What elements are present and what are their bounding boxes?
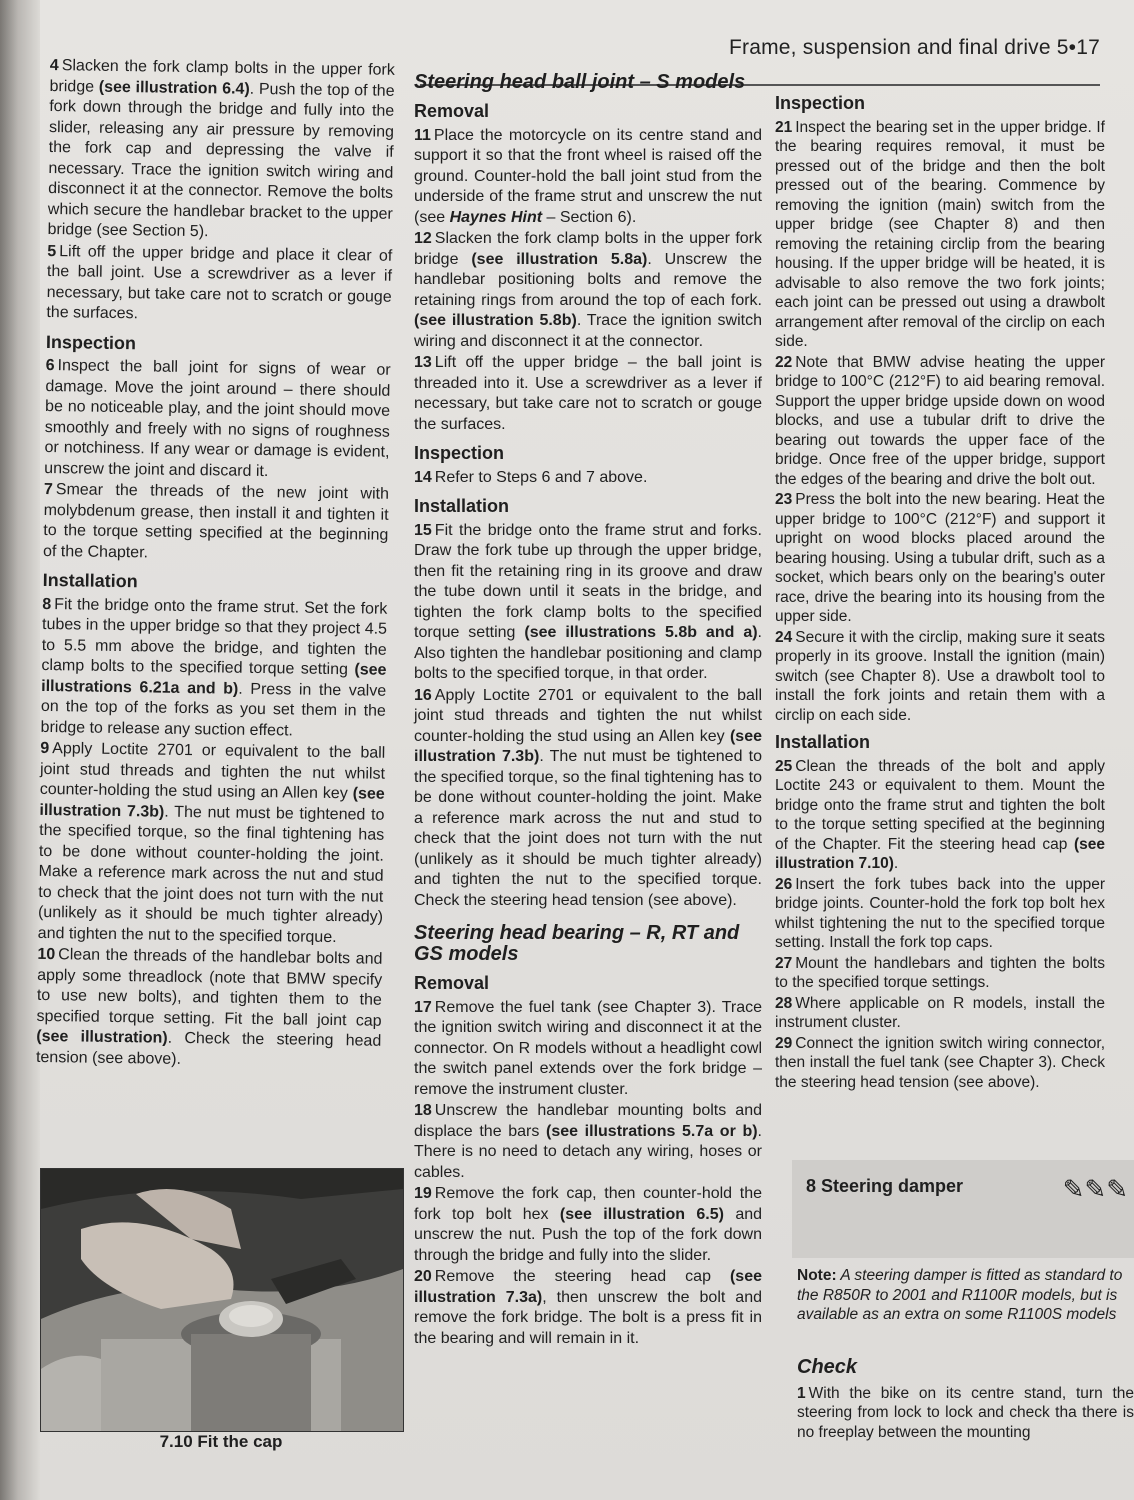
step-18: 18 Unscrew the handlebar mounting bolts and displace the bars (see illustrations 5.7a or b). There is no need to detach any wiring, hoses or cables.: [414, 1102, 762, 1181]
heading-installation-2: Installation: [414, 496, 510, 516]
check-heading: Check: [797, 1356, 858, 1378]
column-middle: [414, 66, 762, 1350]
heading-inspection-3: Inspection: [775, 93, 866, 113]
step-20: 20 Remove the steering head cap (see illustration 7.3a), then unscrew the bolt and remove the fork bridge. The bolt is a press fit in the bearing and will remain in it.: [414, 1268, 763, 1347]
step-21: 21 Inspect the bearing set in the upper bridge. If the bearing requires removal, it must be pressed out of the bridge and then the bolt pressed out of the bearing. Commence by removing the ignition (main) switch from the upper bridge (see Chapter 8) and then removing the retaining circlip from the bearing housing. If the upper bridge will be heated, it is advisable to also remove the two fork joints; each joint can be pressed out using a drawbolt arrangement after removal of the circlip on each side.: [775, 118, 1105, 350]
step-23: 23 Press the bolt into the new bearing. Heat the upper bridge to 100°C (212°F) and support it upright on wood blocks placed around the bearing housing. Using a tubular drift, such as a socket, which bears only on the bearing's outer race, drive the bearing into its housing from the upper side.: [775, 491, 1105, 625]
step-27: 27 Mount the handlebars and tighten the bolts to the specified torque settings.: [775, 954, 1105, 991]
section-ball-joint-title: Steering head ball joint – S models: [414, 71, 746, 93]
page-header-title: Frame, suspension and final drive 5•17: [729, 36, 1100, 59]
heading-installation-3: Installation: [775, 732, 871, 752]
step-5: 5 Lift off the upper bridge and place it clear of the ball joint. Use a screwdriver as a lever if necessary, but take care not to scratch or gouge the surfaces.: [46, 242, 393, 323]
heading-removal: Removal: [414, 101, 490, 121]
fork-cap-photo-graphic: [41, 1169, 403, 1431]
column-right: [775, 94, 1105, 1093]
step-17: 17 Remove the fuel tank (see Chapter 3). Trace the ignition switch wiring and disconnect it at the connector. On R models without a headlight cowl the switch panel extends over the fork bridge – remove the instrument cluster.: [414, 998, 762, 1098]
step-6: 6 Inspect the ball joint for signs of wear or damage. Move the joint around – there should be no noticeable play, and the joint should move smoothly and freely with no signs of roughness or notchiness. If any wear or damage is evident, unscrew the joint and discard it.: [44, 356, 391, 480]
steering-damper-note: Note: A steering damper is fitted as standard to the R850R to 2001 and R1100R models, but is available as an extra on some R1100S models: [797, 1267, 1123, 1323]
step-4: 4 Slacken the fork clamp bolts in the upper fork bridge (see illustration 6.4). Push the top of the fork down through the bridge and fully into the slider, releasing any air pressure by removing the fork cap and depressing the valve if necessary. Trace the ignition switch wiring and disconnect it at the connector. Remove the bolts which secure the handlebar bracket to the upper bridge (see Section 5).: [47, 56, 395, 241]
step-11: 11 Place the motorcycle on its centre stand and support it so that the front wheel is raised off the ground. Counter-hold the ball joint stud from the underside of the frame strut and unscrew the nut (see Haynes Hint – Section 6).: [414, 126, 762, 226]
steering-damper-heading: 8 Steering damper: [806, 1176, 964, 1196]
step-19: 19 Remove the fork cap, then counter-hold the fork top bolt hex (see illustration 6.5) and unscrew the nut. Push the top of the fork down through the bridge and fully into the slider.: [414, 1185, 763, 1264]
steering-damper-section-box: [792, 1160, 1134, 1258]
step-28: 28 Where applicable on R models, install the instrument cluster.: [775, 994, 1105, 1031]
heading-inspection-2: Inspection: [414, 443, 505, 463]
step-14: 14 Refer to Steps 6 and 7 above.: [414, 468, 648, 486]
step-16: 16 Apply Loctite 2701 or equivalent to the ball joint stud threads and tighten the nut whilst counter-holding the stud using an Allen key (see illustration 7.3b). The nut must be tightened to the specified torque, so the final tightening has to be done without counter-holding the joint. Make a reference mark across the nut and stud to check that the joint does not turn with the nut (unlikely as it should be much tighter already) and tighten the nut to the specified torque. Check the steering head tension (see above).: [414, 686, 762, 909]
step-12: 12 Slacken the fork clamp bolts in the upper fork bridge (see illustration 5.8a). Unscrew the handlebar positioning bolts and remove the retaining rings from around the top of each fork. (see illustration 5.8b). Trace the ignition switch wiring and disconnect it at the connector.: [414, 230, 763, 350]
step-15: 15 Fit the bridge onto the frame strut and forks. Draw the fork tube up through the upper bridge, then fit the retaining ring in its groove and draw the tube down until it seats in the bridge, and tighten the fork clamp bolts to the specified torque setting (see illustrations 5.8b and a). Also tighten the handlebar positioning and clamp bolts to the specified torque, in that order.: [414, 521, 762, 682]
step-8: 8 Fit the bridge onto the frame strut. Set the fork tubes in the upper bridge so that they project 4.5 to 5.5 mm above the bridge, and tighten the clamp bolts to the specified torque setting (see illustrations 6.21a and b). Press in the valve on the top of the forks as you set them in the bridge to release any suction effect.: [40, 595, 388, 739]
step-29: 29 Connect the ignition switch wiring connector, then install the fuel tank (see Chapter 3). Check the steering head tension (see above).: [775, 1034, 1105, 1091]
check-step-1: 1 With the bike on its centre stand, turn the steering from lock to lock and check tha there is no freeplay between the mounting: [797, 1384, 1134, 1441]
heading-inspection: Inspection: [45, 331, 137, 353]
step-13: 13 Lift off the upper bridge – the ball joint is threaded into it. Use a screwdriver as a lever if necessary, but take care not to scratch or gouge the surfaces.: [414, 354, 762, 433]
step-9: 9 Apply Loctite 2701 or equivalent to the ball joint stud threads and tighten the nut whilst counter-holding the stud using an Allen key (see illustration 7.3b). The nut must be tightened to the specified torque, so the final tightening has to be done without counter-holding the joint. Make a reference mark across the nut and stud to check that the joint does not turn with the nut (unlikely as it should be much tighter already) and tighten the nut to the specified torque.: [37, 739, 386, 946]
illustration-caption: 7.10 Fit the cap: [159, 1432, 283, 1451]
difficulty-spanner-icon: ✎✎✎: [1062, 1174, 1128, 1204]
step-25: 25 Clean the threads of the bolt and apply Loctite 243 or equivalent to them. Mount the bridge onto the frame strut and tighten the bolt to the torque setting specified at the beginning of the Chapter. Fit the steering head cap (see illustration 7.10).: [775, 757, 1105, 872]
check-section: [797, 1358, 1134, 1443]
column-left: [36, 56, 395, 1074]
step-26: 26 Insert the fork tubes back into the upper bridge joints. Counter-hold the fork top bolt hex whilst tightening the nut to the specified torque setting. Install the fork top caps.: [775, 875, 1105, 951]
heading-installation: Installation: [42, 569, 138, 592]
step-22: 22 Note that BMW advise heating the upper bridge to 100°C (212°F) to aid bearing removal. Support the upper bridge upside down on wood blocks, and use a tubular drift to drive the bearing out towards the upper face of the bridge. Once free of the upper bridge, support the edges of the bearing and drive the bolt out.: [775, 353, 1105, 488]
book-spine-shadow: [0, 0, 40, 1500]
step-10: 10 Clean the threads of the handlebar bolts and apply some threadlock (note that BMW specify to use new bolts), and tighten them to the specified torque setting. Fit the ball joint cap (see illustration). Check the steering head tension (see above).: [35, 945, 383, 1068]
heading-removal-2: Removal: [414, 973, 490, 993]
step-24: 24 Secure it with the circlip, making sure it seats properly in its groove. Install the ignition (main) switch (see Chapter 8). Use a drawbolt tool to install the fork joints and retain them with a circlip on each side.: [775, 628, 1105, 724]
step-7: 7 Smear the threads of the new joint with molybdenum grease, then install it and tighten it to the torque setting specified at the beginning of the Chapter.: [42, 480, 390, 561]
illustration-photo-7-10: [40, 1168, 404, 1432]
section-bearing-title: Steering head bearing – R, RT and GS models: [414, 922, 740, 965]
